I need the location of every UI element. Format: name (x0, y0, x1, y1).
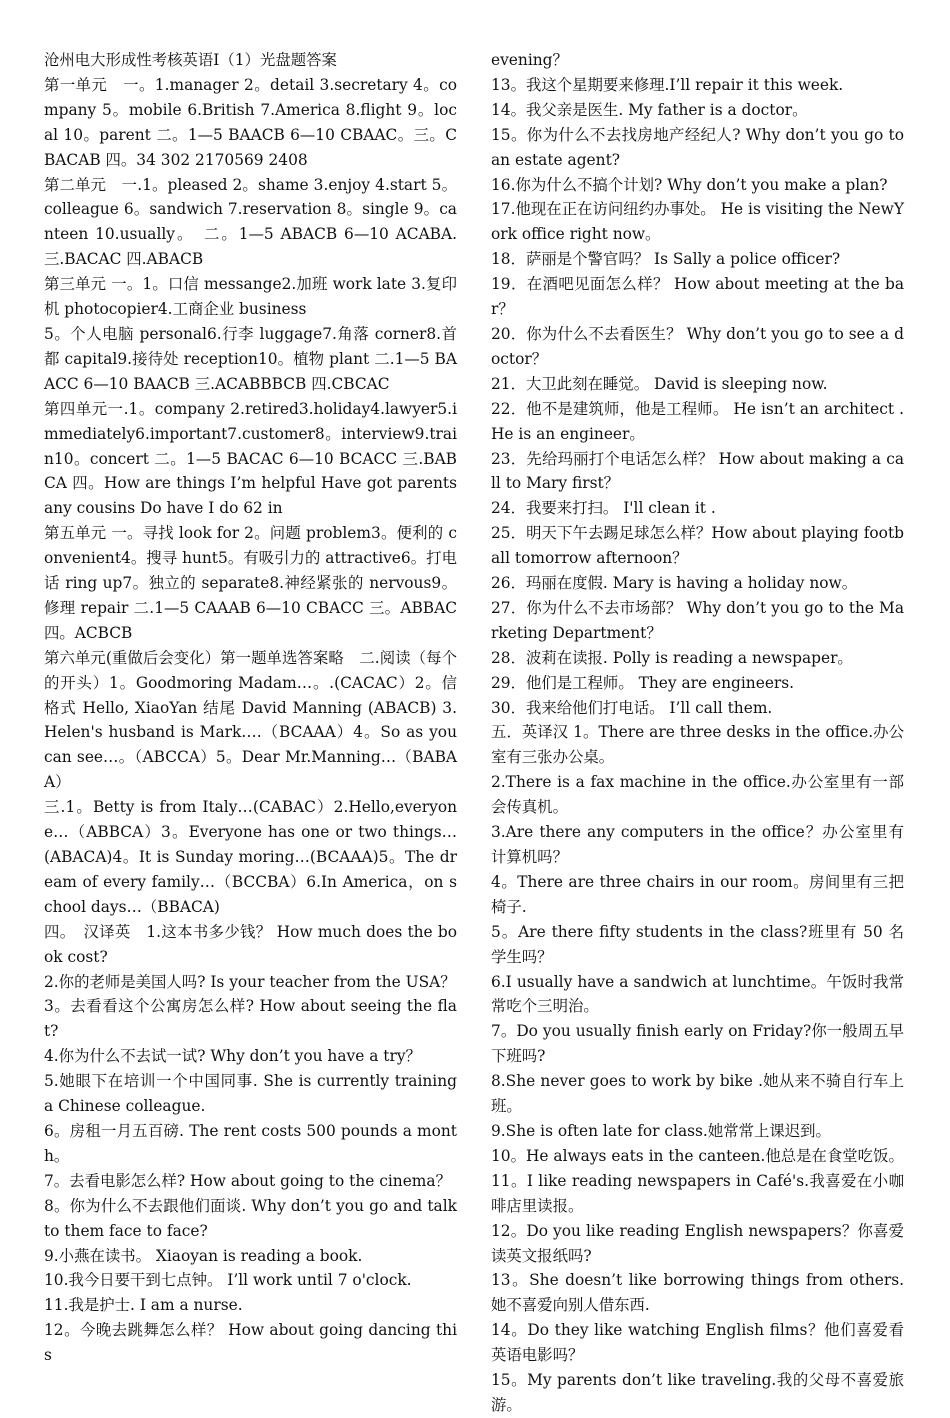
text-paragraph: 6.I usually have a sandwich at lunchtime。午饭时我常常吃个三明治。 (491, 972, 904, 1016)
text-paragraph: 19．在酒吧见面怎么样？ How about meeting at the bar？ (491, 275, 904, 319)
text-paragraph: 10.我今日要干到七点钟。 I’ll work until 7 o'clock. (44, 1271, 412, 1290)
text-paragraph: 三.1。Betty is from Italy…(CABAC）2.Hello,everyone…（ABBCA）3。Everyone has one or two things…(ABACA)4。It is Sunday moring…(BCAAA)5。The dream of every family…（BCCBA）6.In America，on school days…（BBACA) (44, 798, 457, 916)
text-paragraph: 13。我这个星期要来修理.I’ll repair it this week. (491, 75, 844, 94)
text-paragraph: 10。He always eats in the canteen.他总是在食堂吃饭。 (491, 1146, 904, 1165)
text-paragraph: 16.你为什么不搞个计划? Why don’t you make a plan? (491, 175, 888, 194)
text-paragraph: 27．你为什么不去市场部？ Why don’t you go to the Marketing Department？ (491, 598, 904, 642)
text-paragraph: 5。Are there fifty students in the class?班里有 50 名学生吗？ (491, 922, 904, 966)
text-paragraph: 2.There is a fax machine in the office.办公室里有一部会传真机。 (491, 773, 904, 817)
text-paragraph: 第六单元(重做后会变化）第一题单选答案略 二.阅读（每个的开头）1。Goodmoring Madam…。.(CACAC）2。信格式 Hello, XiaoYan 结尾 David Manning (ABACB) 3.Helen's husband is Mark….（BCAAA）4。So as you can see…。（ABCCA）5。Dear Mr.Manning…（BABAA） (44, 648, 457, 792)
text-paragraph: 13。She doesn’t like borrowing things from others.她不喜爱向别人借东西. (491, 1271, 904, 1315)
text-paragraph: evening？ (491, 51, 568, 69)
text-paragraph: 第二单元 一.1。pleased 2。shame 3.enjoy 4.start 5。colleague 6。sandwich 7.reservation 8。single 9。canteen 10.usually。 二。1—5 ABACB 6—10 ACABA. 三.BACAC 四.ABACB (44, 175, 457, 269)
text-paragraph: 20．你为什么不去看医生？ Why don’t you go to see a doctor？ (491, 324, 904, 368)
text-paragraph: 24．我要来打扫。 I'll clean it . (491, 499, 716, 518)
text-paragraph: 第五单元 一。寻找 look for 2。问题 problem3。便利的 convenient4。搜寻 hunt5。有吸引力的 attractive6。打电话 ring up7。独立的 separate8.神经紧张的 nervous9。修理 repair 二.1—5 CAAAB 6—10 CBACC 三。ABBAC 四。ACBCB (44, 524, 457, 642)
text-paragraph: 4.你为什么不去试一试? Why don’t you have a try？ (44, 1047, 421, 1066)
text-paragraph: 3。去看看这个公寓房怎么样? How about seeing the flat? (44, 997, 457, 1041)
text-paragraph: 17.他现在正在访问纽约办事处。 He is visiting the NewYork office right now。 (491, 200, 904, 244)
text-paragraph: 五．英译汉 1。There are three desks in the office.办公室有三张办公桌。 (491, 723, 904, 767)
text-paragraph: 28．波莉在读报. Polly is reading a newspaper。 (491, 648, 853, 667)
text-paragraph: 6。房租一月五百磅. The rent costs 500 pounds a month。 (44, 1121, 457, 1165)
text-paragraph: 第三单元 一。1。口信 messange2.加班 work late 3.复印机 photocopier4.工商企业 business (44, 275, 457, 319)
text-paragraph: 沧州电大形成性考核英语Ⅰ（1）光盘题答案 (44, 51, 337, 69)
text-paragraph: 12。今晚去跳舞怎么样？ How about going dancing this (44, 1321, 457, 1365)
text-paragraph: 12。Do you like reading English newspapers？你喜爱读英文报纸吗? (491, 1221, 904, 1265)
text-paragraph: 26．玛丽在度假. Mary is having a holiday now。 (491, 574, 858, 593)
text-paragraph: 15。你为什么不去找房地产经纪人? Why don’t you go to an estate agent? (491, 125, 904, 169)
text-paragraph: 18．萨丽是个警官吗？ Is Sally a police officer? (491, 250, 841, 269)
text-paragraph: 21．大卫此刻在睡觉。 David is sleeping now. (491, 374, 828, 393)
text-paragraph: 14。Do they like watching English films？他们喜爱看英语电影吗？ (491, 1321, 904, 1365)
text-paragraph: 7。去看电影怎么样? How about going to the cinema？ (44, 1171, 451, 1190)
right-column (491, 48, 904, 1418)
text-paragraph: 4。There are three chairs in our room。房间里有三把椅子. (491, 872, 904, 916)
text-paragraph: 5.她眼下在培训一个中国同事. She is currently training a Chinese colleague. (44, 1072, 457, 1116)
left-column (44, 48, 457, 1368)
text-paragraph: 5。个人电脑 personal6.行李 luggage7.角落 corner8.首都 capital9.接待处 reception10。植物 plant 二.1—5 BAACC 6—10 BAACB 三.ACABBBCB 四.CBCAC (44, 324, 457, 393)
text-paragraph: 14。我父亲是医生. My father is a doctor。 (491, 100, 808, 119)
text-paragraph: 2.你的老师是美国人吗? Is your teacher from the USA？ (44, 972, 456, 991)
text-paragraph: 11。I like reading newspapers in Café's.我喜爱在小咖啡店里读报。 (491, 1171, 904, 1215)
text-paragraph: 23．先给玛丽打个电话怎么样？ How about making a call to Mary first？ (491, 449, 904, 493)
text-paragraph: 29．他们是工程师。 They are engineers. (491, 673, 795, 692)
text-paragraph: 22．他不是建筑师，他是工程师。 He isn’t an architect .He is an engineer。 (491, 399, 904, 443)
text-paragraph: 11.我是护士. I am a nurse. (44, 1296, 243, 1315)
text-paragraph: 15。My parents don’t like traveling.我的父母不喜爱旅游。 (491, 1371, 904, 1414)
text-paragraph: 3.Are there any computers in the office？办公室里有计算机吗？ (491, 823, 904, 866)
text-paragraph: 30．我来给他们打电话。 I’ll call them. (491, 698, 773, 717)
text-paragraph: 第一单元 一。1.manager 2。detail 3.secretary 4。company 5。mobile 6.British 7.America 8.flight 9。local 10。parent 二。1—5 BAACB 6—10 CBAAC。三。CBACAB 四。34 302 2170569 2408 (44, 75, 457, 169)
text-paragraph: 第四单元一.1。company 2.retired3.holiday4.lawyer5.immediately6.important7.customer8。interview9.train10。concert 二。1—5 BACAC 6—10 BCACC 三.BABCA 四。How are things I’m helpful Have got parents any cousins Do have I do 62 in (44, 399, 457, 518)
text-paragraph: 25．明天下午去踢足球怎么样？How about playing football tomorrow afternoon？ (491, 524, 904, 568)
text-paragraph: 四。 汉译英 1.这本书多少钱？ How much does the book cost? (44, 922, 457, 966)
text-paragraph: 8。你为什么不去跟他们面谈. Why don’t you go and talk to them face to face? (44, 1196, 457, 1240)
text-paragraph: 9.She is often late for class.她常常上课迟到。 (491, 1121, 831, 1140)
text-paragraph: 8.She never goes to work by bike .她从来不骑自行车上班。 (491, 1072, 904, 1116)
text-paragraph: 7。Do you usually finish early on Friday?你一般周五早下班吗? (491, 1022, 904, 1066)
text-paragraph: 9.小燕在读书。 Xiaoyan is reading a book. (44, 1246, 363, 1265)
